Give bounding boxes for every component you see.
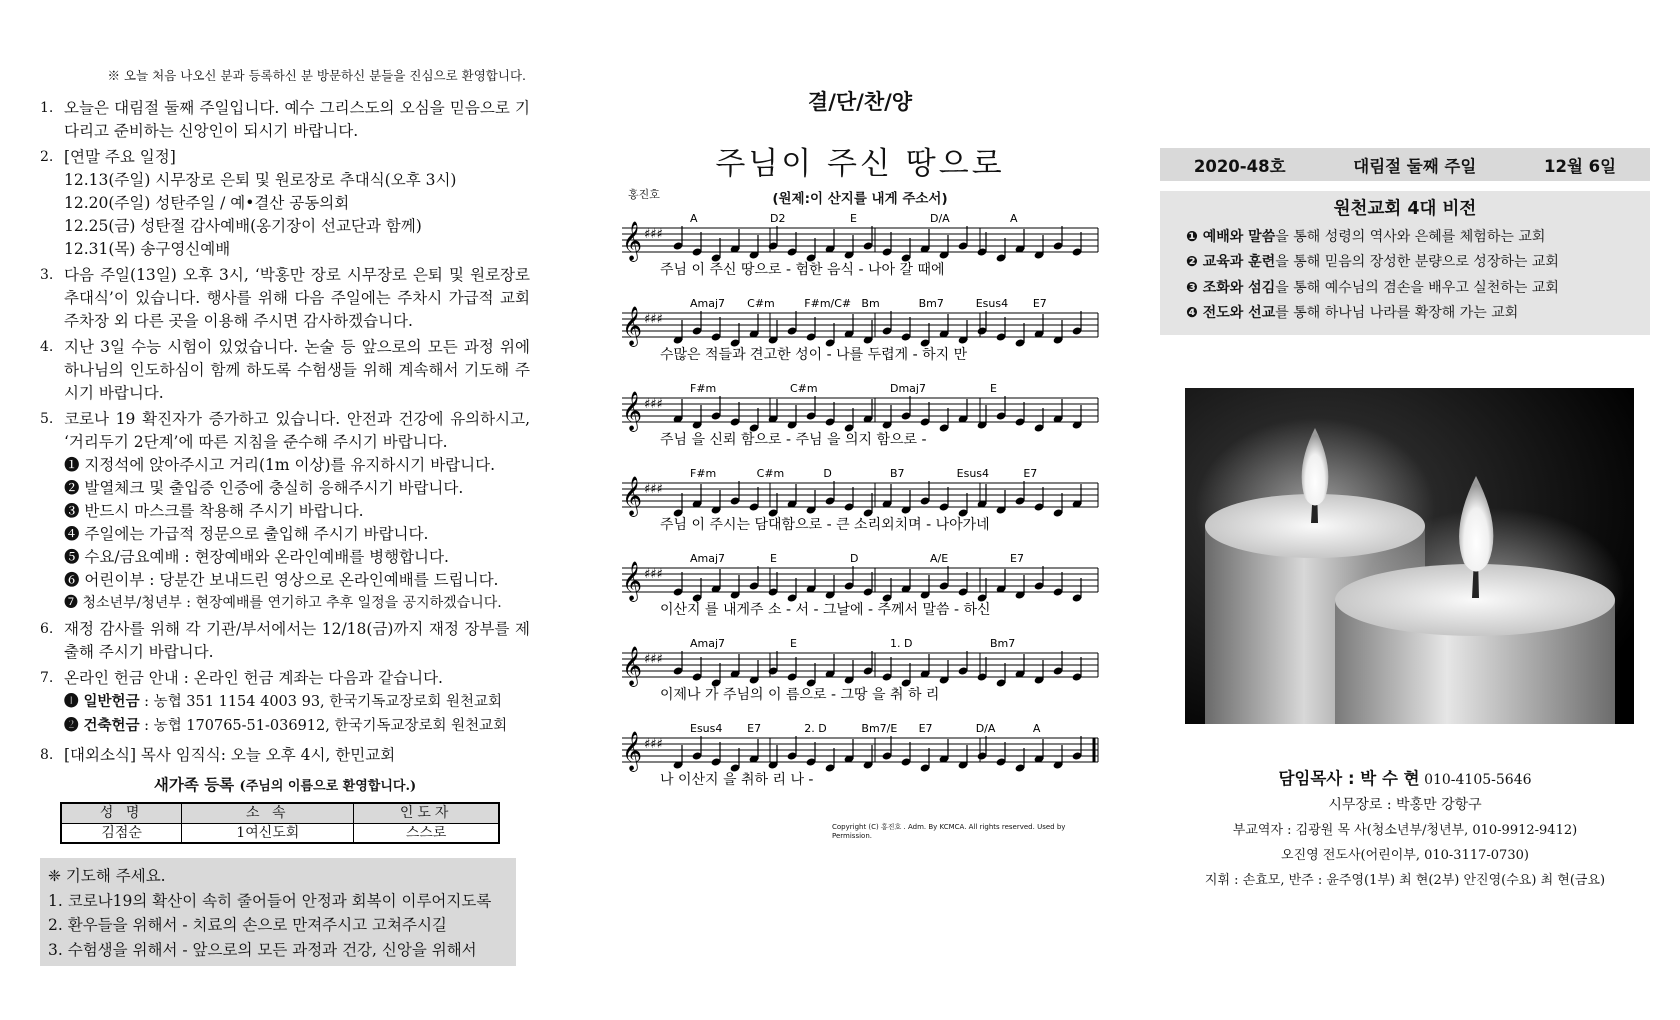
notice-number: 1. [40, 100, 54, 116]
chord-symbol: F#m [690, 467, 717, 480]
treble-clef: 𝄞 [622, 646, 643, 686]
schedule-item: 12.31(목) 송구영신예배 [64, 240, 231, 258]
chord-symbol: F#m/C# [804, 297, 852, 310]
table-cell: 스스로 [354, 823, 499, 843]
table-row [61, 823, 499, 843]
copyright-note: Copyright (C) 홍진호 . Adm. By KCMCA. All rights reserved. Used by Permission. [832, 823, 1066, 840]
notice-number: 4. [40, 339, 54, 355]
notice-text: 지난 3일 수능 시험이 있었습니다. 논술 등 앞으로의 모든 과정 위에 하나님의 인도하심이 함께 하도록 수험생들 위해 계속해서 기도해 주시기 바랍니다. [64, 338, 530, 402]
chord-symbol: Amaj7 [690, 552, 726, 565]
chord-symbol: B7 [890, 467, 905, 480]
schedule-item: 12.20(주일) 성탄주일 / 예•결산 공동의회 [64, 194, 350, 212]
account-detail: : 농협 170765-51-036912, 한국기독교장로회 원천교회 [139, 718, 508, 734]
table-header-row [61, 803, 499, 823]
new-family-table [60, 802, 500, 844]
covid-rule: ❺ 수요/금요예배 : 현장예배와 온라인예배를 병행합니다. [64, 548, 449, 566]
senior-pastor: 담임목사 : 박 수 현 010-4105-5646 [1278, 769, 1532, 788]
notice-number: 5. [40, 411, 54, 427]
key-signature: ♯♯♯ [644, 567, 663, 582]
new-family-subtitle: (주님의 이름으로 환영합니다.) [239, 779, 417, 794]
chord-symbol: E7 [1023, 467, 1038, 480]
account-label: ❷ 건축헌금 [64, 717, 140, 734]
sunday-name: 대림절 둘째 주일 [1353, 156, 1477, 176]
song-title: 주님이 주신 땅으로 [715, 146, 1005, 182]
vision-item: ❷ 교육과 훈련을 통해 믿음의 장성한 분량으로 성장하는 교회 [1186, 254, 1559, 270]
chord-symbol: E [990, 382, 997, 395]
notice-7 [40, 667, 530, 738]
anthem-heading: 결/단/찬/양 [807, 90, 913, 114]
notice-text: [연말 주요 일정] [64, 148, 176, 166]
chord-symbol: 1. D [890, 637, 913, 650]
chord-symbol: F#m [690, 382, 717, 395]
chord-symbol: E [790, 637, 797, 650]
vision-item: ❸ 조화와 섬김을 통해 예수님의 겸손을 배우고 실천하는 교회 [1186, 279, 1559, 296]
chord-symbol: Esus4 [956, 467, 990, 480]
treble-clef: 𝄞 [622, 221, 643, 261]
covid-rule: ❸ 반드시 마스크를 착용해 주시기 바랍니다. [64, 502, 364, 520]
notice-1 [40, 97, 530, 143]
notice-2 [40, 146, 530, 261]
chord-symbol: Dmaj7 [890, 382, 926, 395]
covid-rule: ❹ 주일에는 가급적 정문으로 출입해 주시기 바랍니다. [64, 525, 429, 543]
chord-symbol: Esus4 [975, 297, 1009, 310]
column-header: 성 명 [61, 803, 182, 823]
treble-clef: 𝄞 [622, 561, 643, 601]
chord-symbol: D [850, 552, 859, 565]
notice-text: [대외소식] 목사 임직식: 오늘 오후 4시, 한민교회 [64, 746, 396, 764]
chord-symbol: Bm7/E [861, 722, 898, 735]
notice-text: 코로나 19 확진자가 증가하고 있습니다. 안전과 건강에 유의하시고, ‘거리두기 2단계’에 따른 지침을 준수해 주시기 바랍니다. [64, 410, 530, 451]
vision-item: ❹ 전도와 선교를 통해 하나님 나라를 확장해 가는 교회 [1186, 305, 1519, 321]
evangelist: 오진영 전도사(어린이부, 010-3117-0730) [1281, 848, 1529, 863]
notice-6 [40, 618, 530, 664]
notice-number: 8. [40, 747, 54, 763]
chord-symbol: E [850, 212, 857, 225]
notice-number: 7. [40, 670, 54, 686]
pastor-phone: 010-4105-5646 [1419, 772, 1532, 788]
lyric-line: 주님 이 주신 땅으로 - 험한 음식 - 나아 갈 때에 [660, 262, 945, 278]
issue-number: 2020-48호 [1193, 156, 1286, 176]
table-cell: 김점순 [61, 823, 182, 843]
chord-symbol: 2. D [804, 722, 827, 735]
chord-symbol: A [690, 212, 698, 225]
column-header: 인도자 [354, 803, 499, 823]
sheet-music [620, 204, 1100, 824]
chord-symbol: A [1032, 722, 1041, 735]
covid-rule: ❼ 청소년부/청년부 : 현장예배를 연기하고 추후 일정을 공지하겠습니다. [64, 595, 502, 611]
chord-symbol: C#m [756, 467, 785, 480]
vision-box [1160, 191, 1650, 335]
key-signature: ♯♯♯ [644, 737, 663, 752]
notice-number: 3. [40, 267, 54, 283]
chord-symbol: C#m [790, 382, 818, 395]
info-column [1160, 148, 1650, 335]
notice-8 [40, 744, 530, 767]
chord-symbol: D [823, 467, 832, 480]
table-cell: 1여신도회 [182, 823, 354, 843]
notice-3 [40, 264, 530, 333]
chord-symbol: A/E [930, 552, 949, 565]
vision-item: ❶ 예배와 말씀을 통해 성령의 역사와 은혜를 체험하는 교회 [1186, 228, 1546, 245]
key-signature: ♯♯♯ [644, 652, 663, 667]
schedule-item: 12.13(주일) 시무장로 은퇴 및 원로장로 추대식(오후 3시) [64, 171, 457, 189]
notice-5 [40, 408, 530, 615]
chord-symbol: Bm7 [990, 637, 1016, 650]
prayer-title: ❈ 기도해 주세요. [48, 867, 166, 885]
chord-symbol: Bm [861, 297, 880, 310]
bulletin-date: 12월 6일 [1544, 156, 1617, 176]
lyric-line: 주님 을 신뢰 함으로 - 주님 을 의지 함으로 - [660, 432, 927, 448]
notice-number: 2. [40, 149, 54, 165]
bulletin-header [1160, 148, 1650, 181]
key-signature: ♯♯♯ [644, 312, 663, 327]
account-line [64, 714, 530, 738]
chord-symbol: E7 [1010, 552, 1024, 565]
covid-rule: ❶ 지정석에 앉아주시고 거리(1m 이상)를 유지하시기 바랍니다. [64, 456, 496, 474]
notice-number: 6. [40, 621, 54, 637]
lyric-line: 나 이산지 을 취하 리 나 - [660, 772, 814, 788]
associate-minister: 부교역자 : 김광원 목 사(청소년부/청년부, 010-9912-9412) [1232, 823, 1578, 838]
chord-symbol: D/A [975, 722, 996, 735]
elders-line: 시무장로 : 박홍만 강항구 [1328, 797, 1482, 813]
covid-rule: ❷ 발열체크 및 출입증 인증에 충실히 응해주시기 바랍니다. [64, 479, 464, 497]
chord-symbol: E [770, 552, 777, 565]
chord-symbol: C#m [747, 297, 775, 310]
notice-text: 온라인 헌금 안내 : 온라인 헌금 계좌는 다음과 같습니다. [64, 669, 443, 687]
treble-clef: 𝄞 [622, 391, 643, 431]
column-header: 소 속 [182, 803, 354, 823]
lyric-line: 주님 이 주시는 담대함으로 - 큰 소리외치며 - 나아가네 [660, 517, 990, 533]
treble-clef: 𝄞 [622, 476, 643, 516]
staff-info [1160, 766, 1650, 893]
treble-clef: 𝄞 [622, 731, 643, 771]
song-subtitle: (원제:이 산지를 내게 주소서) [772, 191, 948, 207]
prayer-item: 3. 수험생을 위해서 - 앞으로의 모든 과정과 건강, 신앙을 위해서 [48, 940, 477, 959]
lyric-line: 수많은 적들과 견고한 성이 - 나를 두렵게 - 하지 만 [660, 347, 968, 363]
prayer-item: 1. 코로나19의 확산이 속히 줄어들어 안정과 회복이 이루어지도록 [48, 891, 492, 910]
key-signature: ♯♯♯ [644, 397, 663, 412]
new-family-title: 새가족 등록 (주님의 이름으로 환영합니다.) [153, 775, 417, 794]
welcome-note: ※ 오늘 처음 나오신 분과 등록하신 분 방문하신 분들을 진심으로 환영합니다. [107, 68, 526, 83]
announcements-column [40, 64, 530, 844]
notice-text: 재정 감사를 위해 각 기관/부서에서는 12/18(금)까지 재정 장부를 제출해 주시기 바랍니다. [64, 620, 530, 661]
anthem-column [620, 86, 1100, 840]
account-label: ❶ 일반헌금 [64, 693, 140, 710]
chord-symbol: E7 [1032, 297, 1047, 310]
chord-symbol: A [1010, 212, 1018, 225]
account-detail: : 농협 351 1154 4003 93, 한국기독교장로회 원천교회 [139, 694, 502, 710]
prayer-item: 2. 환우들을 위해서 - 치료의 손으로 만져주시고 고쳐주시길 [48, 916, 447, 934]
chord-symbol: Amaj7 [690, 637, 726, 650]
covid-rule: ❻ 어린이부 : 당분간 보내드린 영상으로 온라인예배를 드립니다. [64, 571, 499, 589]
chord-symbol: D2 [770, 212, 786, 225]
schedule-item: 12.25(금) 성탄절 감사예배(옹기장이 선교단과 함께) [64, 217, 422, 235]
chord-symbol: Esus4 [690, 722, 723, 735]
chord-symbol: D/A [930, 212, 950, 225]
composer-name: 홍진호 [628, 188, 660, 201]
treble-clef: 𝄞 [622, 306, 643, 346]
notice-text: 다음 주일(13일) 오후 3시, ‘박홍만 장로 시무장로 은퇴 및 원로장로 추대식’이 있습니다. 행사를 위해 다음 주일에는 주차시 가급적 교회 주차장 외 다른 곳을 이용해 주시면 감사하겠습니다. [64, 266, 530, 330]
vision-title: 원천교회 4대 비전 [1333, 199, 1477, 219]
chord-symbol: Bm7 [918, 297, 944, 310]
notice-4 [40, 336, 530, 405]
lyric-line: 이산지 를 내게주 소 - 서 - 그날에 - 주께서 말씀 - 하신 [660, 602, 991, 618]
music-staff: 지휘 : 손효모, 반주 : 윤주영(1부) 최 현(2부) 안진영(수요) 최 현(금요) [1204, 873, 1606, 888]
notice-text: 오늘은 대림절 둘째 주일입니다. 예수 그리스도의 오심을 믿음으로 기다리고 준비하는 신앙인이 되시기 바랍니다. [64, 99, 530, 140]
chord-symbol: Amaj7 [690, 297, 726, 310]
prayer-request-box [40, 858, 516, 966]
key-signature: ♯♯♯ [644, 482, 663, 497]
candles-image [1185, 388, 1634, 724]
account-line [64, 690, 530, 714]
chord-symbol: E7 [918, 722, 933, 735]
lyric-line: 이제나 가 주님의 이 름으로 - 그땅 을 취 하 리 [660, 687, 940, 703]
key-signature: ♯♯♯ [644, 227, 663, 242]
chord-symbol: E7 [747, 722, 762, 735]
